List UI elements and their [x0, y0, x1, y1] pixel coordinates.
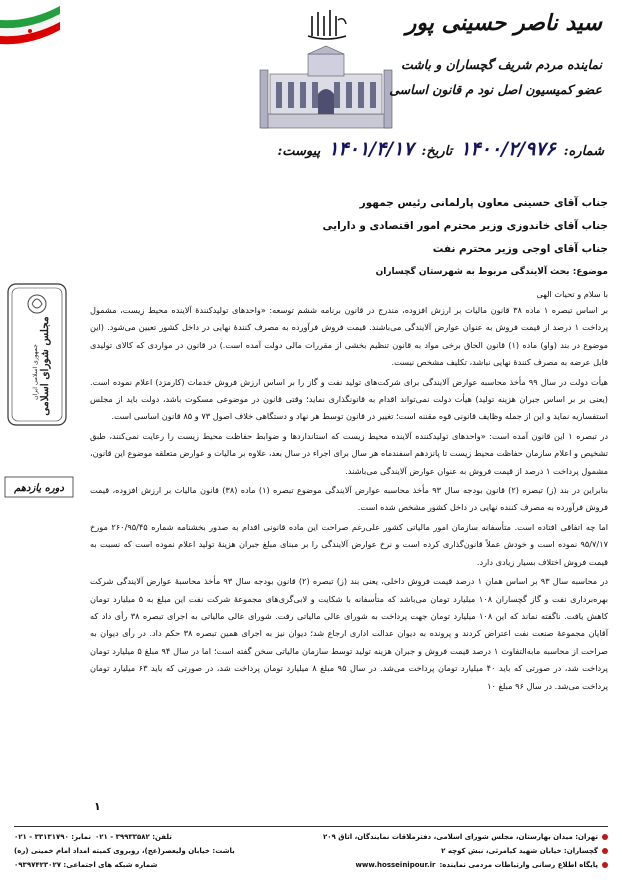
- tehran-phone: تلفن: ۳۹۹۳۳۵۸۲ - ۰۲۱: [94, 833, 172, 841]
- paragraph-4: بنابراین در بند (ز) تبصره (۲) قانون بودجه سال ۹۳ مأخذ محاسبه عوارض آلایندگی موضوع تبصره (۱) ماده (۳۸) قانون مالیات بر ارزش افزوده، قیمت فروش فرآورده به مصرف کننده نهایی در داخل کشور مشخص شده است.: [90, 485, 609, 513]
- sender-name: سید ناصر حسینی پور: [405, 10, 602, 36]
- bullet-icon: [602, 862, 608, 868]
- reference-row: [18, 138, 604, 160]
- attachment-label: پیوست:: [277, 144, 321, 159]
- paragraph-3: در تبصره ۱ این قانون آمده است: «واحدهای تولیدکننده آلاینده محیط زیست که استانداردها و ضوابط حفاظت محیط زیست را رعایت نمی‌کنند، طبق تشخیص و اعلام سازمان حفاظت محیط زیست تا پانزدهم اسفندماه هر سال برای اجراء در سال بعد، علاوه بر مالیات و عوارض متعلقه موضوع این قانون، مشمول پرداخت ۱ درصد از قیمت فروش به عنوان عوارض آلایندگی می‌باشند.: [90, 430, 608, 476]
- number-value: ۱۴۰۰/۲/۹۷۶: [460, 138, 556, 160]
- seal-line-1: جمهوری اسلامی ایران: [32, 344, 39, 400]
- parliament-seal: [6, 282, 68, 427]
- sender-role-line-1: نماینده مردم شریف گچساران و باشت: [400, 57, 602, 72]
- term-label: دوره یازدهم: [14, 483, 64, 494]
- flag-logo: [0, 0, 80, 80]
- tehran-fax: نمابر: ۳۳۱۳۱۷۹۰ - ۰۲۱: [14, 833, 91, 841]
- date-label: تاریخ:: [421, 144, 453, 159]
- page-number: ۱: [94, 800, 101, 813]
- recipient-2: جناب آقای خاندوزی وزیر محترم امور اقتصادی و دارایی: [322, 220, 608, 232]
- letter-body: [90, 192, 608, 697]
- website-label: پایگاه اطلاع رسانی وارتباطات مردمی نماینده:: [439, 861, 598, 869]
- footer-divider: [14, 826, 608, 827]
- recipient-1: جناب آقای حسینی معاون پارلمانی رئیس جمهور: [359, 197, 608, 209]
- paragraph-6: در محاسبه سال ۹۳ بر اساس همان ۱ درصد قیمت فروش داخلی، یعنی بند (ز) تبصره (۲) قانون بودجه سال ۹۳ مأخذ محاسبهٔ عوارض آلایندگی شرکت بهره‌برداری نفت و گاز گچساران ۱۰۸ میلیارد تومان می‌باشد که متأسفانه با شکایت و لابی‌گری‌های مجموعهٔ شرکت نفت این مبلغ به ۵ میلیارد تومان کاهش یافت. ناگفته نماند که این ۱۰۸ میلیارد تومان جهت پرداخت به شورای عالی مالیاتی رفت. شورای عالی مالیاتی به اجرای تبصره ۳۸ رأی داد که آقایان مجموعهٔ صنعت نفت اعتراض کردند و پرونده به دیوان عدالت اداری ارجاع شد؛ دیوان نیز به اجرای همین تبصره ۳۸ حکم داد. در رأی دیوان به صراحت از محاسبه مابه‌التفاوت ۱ درصد قیمت فروش و جبران هزینه تولید توسط سازمان مالیاتی سخن گفته است؛ اما در سال ۹۴ مبلغ ۵ میلیارد تومان پرداخت شد، در صورتی که باید ۴۰ میلیارد تومان پرداخت می‌شد. در سال ۹۵ مبلغ ۸ میلیارد تومان پرداخت شد، در صورتی که باید ۶۳ میلیارد تومان پرداخت می‌شد. در سال ۹۶ مبلغ ۱۰: [90, 576, 609, 691]
- paragraph-2: هیأت دولت در سال ۹۹ مأخذ محاسبه عوارض آلایندگی برای شرکت‌های تولید نفت و گاز را بر اساس ارزش فروش خدمات (کارمزد) اعلام نموده است. (یعنی بر بر اساس جبران هزینه تولید) هیأت دولت نمی‌تواند اقدام به قانونگذاری نماید؛ وقتی قانون در موضوعی مسکوت باشد، دولت باید از مجلس استفساریه نماید و این از جمله وظایف قانونی قوه مقننه است؛ تغییر در قانون توسط هر نهاد و دستگاهی خلاف اصول ۷۳ و ۸۵ قانون اساسی است.: [90, 376, 608, 422]
- gachsaran-address: گچساران: خیابان شهید کیامرثی، نبش کوچه ۲: [441, 847, 598, 855]
- sender-role: [389, 52, 602, 102]
- social-number: شماره شبکه های اجتماعی: ۰۹۳۹۷۴۲۳۰۲۷: [14, 861, 158, 869]
- letter-subject: موضوع: بحث آلایندگی مربوط به شهرستان گچساران: [375, 267, 608, 277]
- bullet-icon: [602, 834, 608, 840]
- paragraph-1: بر اساس تبصره ۱ ماده ۳۸ قانون مالیات بر ارزش افزوده، مندرج در قانون برنامه ششم توسعه: «واحدهای تولیدکنندهٔ آلاینده محیط زیست، مشمول پرداخت ۱ درصد از قیمت فروش به عنوان عوارض آلایندگی می‌باشند. قیمت فروش فرآورده به مصرف کنندهٔ نهایی در داخل کشور تعیین می‌شود. (این موضوع در بند (واو) ماده (۱) قانون الحاق برخی مواد به قانون تنظیم بخشی از مقررات مالی دولت آمده است.) در قانون در مواردی که کالای تولیدی قابل عرضه به مصرف کنندهٔ نهایی نباشد، تکلیف مشخص نیست.: [90, 305, 608, 368]
- basht-address: باشت: خیابان ولیعصر(عج)، روبروی کمیته امداد امام خمینی (ره): [14, 847, 235, 855]
- recipient-3: جناب آقای اوجی وزیر محترم نفت: [432, 243, 608, 255]
- calligraphy-emblem: [302, 6, 352, 44]
- date-value: ۱۴۰۱/۴/۱۷: [328, 138, 414, 160]
- website-link[interactable]: www.hosseinipour.ir: [355, 861, 436, 869]
- paragraph-5: اما چه اتفاقی افتاده است. متأسفانه سازمان امور مالیاتی کشور علی‌رغم صراحت این ماده قانونی اقدام به صدور بخشنامه شماره ۲۶۰/۹۵/۴۵ مورخ ۹۵/۷/۱۷ نموده است و خودش عملاً قانون‌گذاری کرده است و نرخ عوارض آلایندگی را بر مبنای مبلغ جبران هزینهٔ تولید اعلام نموده است که نسبت به قیمت فروش اختلاف بسیار زیادی دارد.: [90, 521, 608, 567]
- sender-role-line-2: عضو کمیسیون اصل نود م قانون اساسی: [389, 82, 602, 97]
- footer-row-gachsaran: [14, 844, 608, 858]
- footer-row-web: [14, 858, 608, 872]
- parliament-building-logo: [256, 44, 396, 134]
- tehran-address: تهران: میدان بهارستان، مجلس شورای اسلامی، دفترملاقات نمایندگان، اتاق ۲۰۹: [323, 833, 598, 841]
- footer: [14, 830, 608, 872]
- number-label: شماره:: [563, 144, 604, 159]
- greeting: با سلام و تحیات الهی: [536, 289, 608, 299]
- footer-row-tehran: [14, 830, 608, 844]
- term-stamp: [4, 476, 74, 498]
- seal-line-2: مجلس شورای اسلامی: [39, 316, 51, 416]
- bullet-icon: [602, 848, 608, 854]
